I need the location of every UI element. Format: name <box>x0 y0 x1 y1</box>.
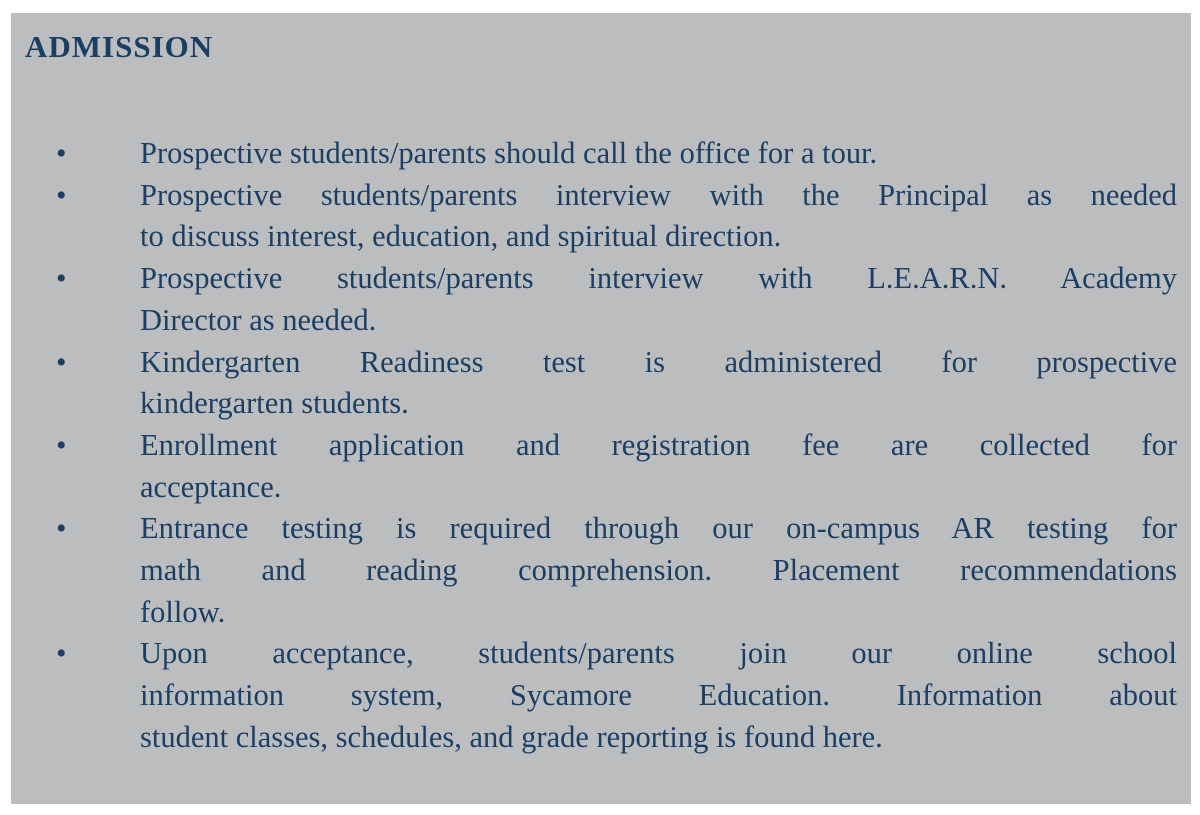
list-item <box>11 508 1191 633</box>
admission-steps-list <box>11 133 1191 759</box>
list-item <box>11 258 1191 341</box>
bullet-icon: • <box>56 262 67 296</box>
list-item-line: Prospective students/parents interview with the Principal as needed <box>140 177 1177 212</box>
list-item <box>11 133 1191 175</box>
list-item-line: Upon acceptance, students/parents join our online school <box>140 636 1177 671</box>
list-item-line: Prospective students/parents should call the office for a tour. <box>140 136 878 170</box>
bullet-icon: • <box>56 178 67 212</box>
list-item-line: Entrance testing is required through our on-campus AR testing for <box>140 511 1177 546</box>
list-item-line: student classes, schedules, and grade reporting is found here. <box>140 719 883 754</box>
bullet-icon: • <box>56 428 67 462</box>
list-item-line: Prospective students/parents interview with L.E.A.R.N. Academy <box>140 261 1177 296</box>
section-heading: ADMISSION <box>25 29 214 64</box>
list-item-line: Director as needed. <box>140 302 377 337</box>
list-item <box>11 633 1191 758</box>
list-item-line: Kindergarten Readiness test is administered for prospective <box>140 344 1177 379</box>
list-item <box>11 175 1191 258</box>
list-item-line: math and reading comprehension. Placement recommendations <box>140 553 1177 588</box>
list-item <box>11 342 1191 425</box>
list-item-line: follow. <box>140 594 226 629</box>
bullet-icon: • <box>56 345 67 379</box>
admission-panel <box>11 13 1191 804</box>
bullet-icon: • <box>56 512 67 546</box>
list-item <box>11 425 1191 508</box>
list-item-line: Enrollment application and registration fee are collected for <box>140 427 1177 462</box>
list-item-line: to discuss interest, education, and spiritual direction. <box>140 219 782 254</box>
list-item-line: acceptance. <box>140 469 282 504</box>
list-item-line: kindergarten students. <box>140 386 409 421</box>
list-item-line: information system, Sycamore Education. Information about <box>140 678 1177 713</box>
bullet-icon: • <box>56 637 67 671</box>
bullet-icon: • <box>56 137 67 170</box>
